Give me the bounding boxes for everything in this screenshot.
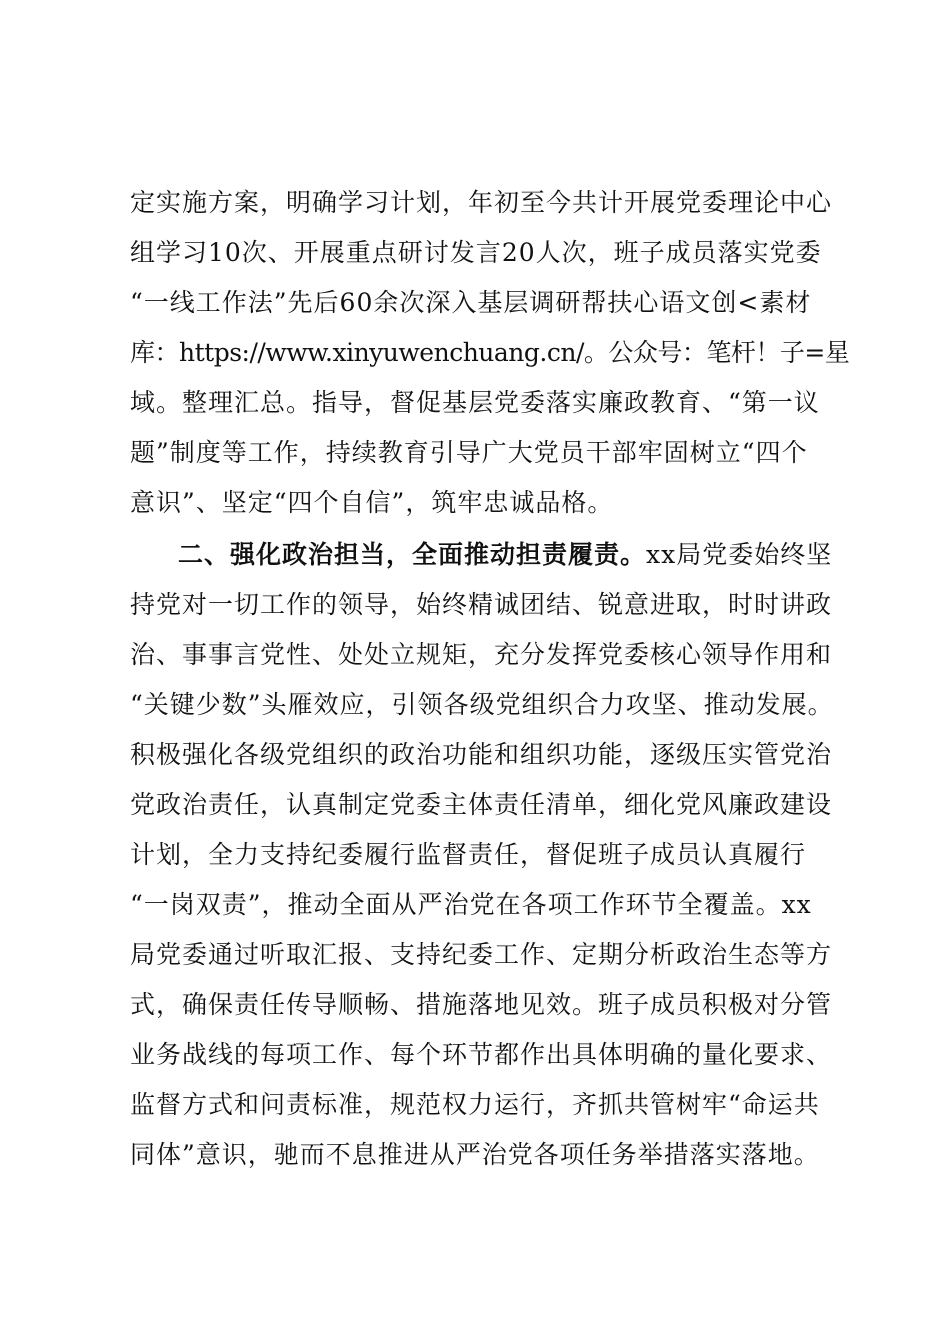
- paragraph-2-line-5: 积极强化各级党组织的政治功能和组织功能，逐级压实管党治: [130, 740, 833, 769]
- paragraph-2-line-6: 党政治责任，认真制定党委主体责任清单，细化党风廉政建设: [130, 790, 833, 819]
- paragraph-1-line-5: 域。整理汇总。指导，督促基层党委落实廉政教育、“第一议: [130, 388, 820, 417]
- paragraph-2-line-4: “关键少数”头雁效应，引领各级党组织合力攻坚、推动发展。: [130, 690, 834, 719]
- paragraph-2-line-9: 局党委通过听取汇报、支持纪委工作、定期分析政治生态等方: [130, 940, 833, 969]
- paragraph-1-line-6: 题”制度等工作，持续教育引导广大党员干部牢固树立“四个: [130, 438, 808, 467]
- paragraph-1-line-7: 意识”、坚定“四个自信”，筑牢忠诚品格。: [130, 488, 614, 517]
- paragraph-2-line-7: 计划，全力支持纪委履行监督责任，督促班子成员认真履行: [130, 840, 807, 869]
- paragraph-2-line-10: 式，确保责任传导顺畅、措施落地见效。班子成员积极对分管: [130, 990, 833, 1019]
- paragraph-2-first-line-rest: xx局党委始终坚: [646, 540, 833, 569]
- paragraph-2-line-2: 持党对一切工作的领导，始终精诚团结、锐意进取，时时讲政: [130, 590, 833, 619]
- paragraph-2-line-12: 监督方式和问责标准，规范权力运行，齐抓共管树牢“命运共: [130, 1090, 820, 1119]
- paragraph-1-line-3: “一线工作法”先后60余次深入基层调研帮扶心语文创<素材: [130, 288, 812, 317]
- paragraph-1-line-1: 定实施方案，明确学习计划，年初至今共计开展党委理论中心: [130, 188, 833, 217]
- paragraph-2-line-8: “一岗双责”，推动全面从严治党在各项工作环节全覆盖。xx: [130, 890, 812, 919]
- paragraph-2-line-11: 业务战线的每项工作、每个环节都作出具体明确的量化要求、: [130, 1040, 833, 1069]
- paragraph-2-line-3: 治、事事言党性、处处立规矩，充分发挥党委核心领导作用和: [130, 640, 833, 669]
- paragraph-2-line-13: 同体”意识，驰而不息推进从严治党各项任务举措落实落地。: [130, 1140, 820, 1169]
- section-heading: 二、强化政治担当，全面推动担责履责。: [178, 540, 647, 569]
- paragraph-1-line-2: 组学习10次、开展重点研讨发言20人次，班子成员落实党委: [130, 238, 822, 267]
- paragraph-2-first-line: [178, 530, 832, 580]
- paragraph-1-line-4: 库：https://www.xinyuwenchuang.cn/。公众号：笔杆！子=星: [130, 338, 850, 367]
